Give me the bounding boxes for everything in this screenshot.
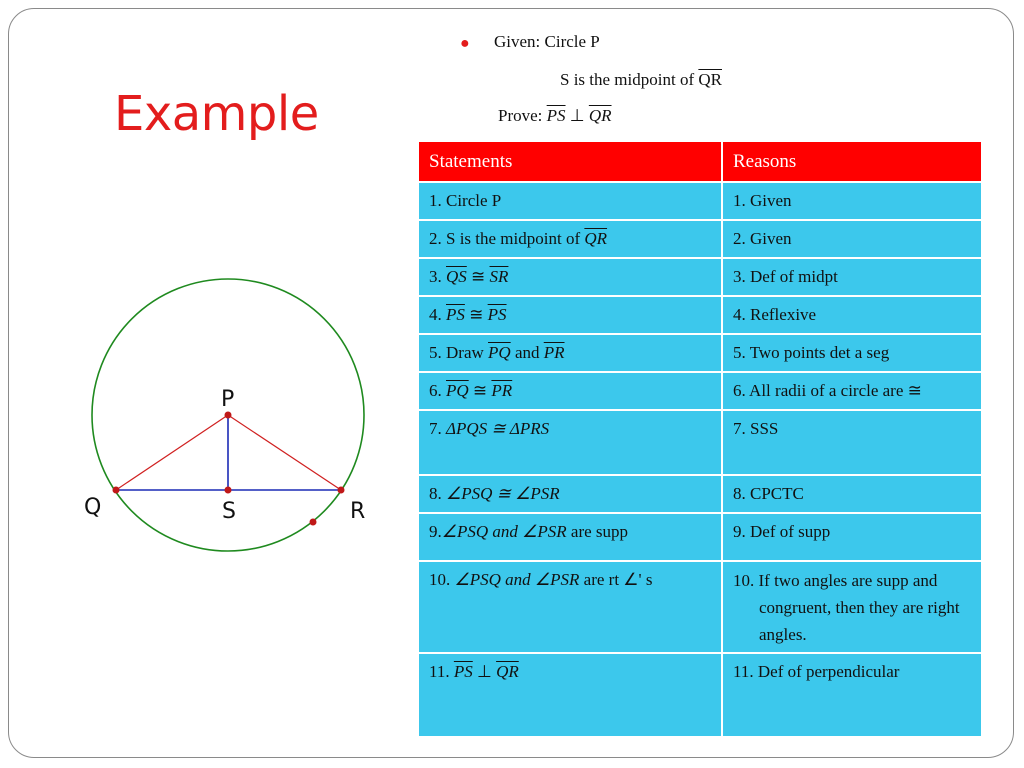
segment-label: $\overline{QR}$ [496,662,519,681]
segment-label: $\overline{QS}$ [446,267,467,286]
table-row [418,334,982,372]
bullet-icon: ● [460,35,470,52]
prove-line [498,106,612,126]
segment-label: $\overline{PR}$ [543,343,565,362]
statement-text: 10. [429,570,455,589]
statement-text: 3. [429,267,446,286]
table-row [418,258,982,296]
segment-pr [228,415,341,490]
label-p: P [221,387,235,412]
reason-cell: 8. CPCTC [722,475,982,513]
statement-cell [418,475,722,513]
segment-label: $\overline{PS}$ [446,305,465,324]
reason-cell: 4. Reflexive [722,296,982,334]
table-row [418,475,982,513]
segment-ps: $\overline{PS}$ [546,106,566,125]
statement-text: 1. Circle P [429,191,502,210]
statement-text: 11. [429,662,454,681]
reason-cell: 2. Given [722,220,982,258]
statement-cell [418,182,722,220]
table-row [418,372,982,410]
prove-label: Prove: [498,106,547,125]
segment-label: $\overline{PQ}$ [488,343,511,362]
math-expression: ∠PSQ ≅ ∠PSR [446,484,560,503]
segment-qr: $\overline{QR}$ [698,70,722,89]
statement-suffix: are supp [566,522,629,541]
header-reasons: Reasons [722,141,982,182]
segment-label: $\overline{PQ}$ [446,381,469,400]
point-s [225,487,232,494]
table-row [418,220,982,258]
math-expression: ΔPQS ≅ ΔPRS [446,419,550,438]
geometry-figure [60,260,380,560]
slide-title: Example [114,86,319,142]
label-q: Q [84,495,102,520]
statement-suffix: are rt ∠' s [579,570,653,589]
segment-qr: $\overline{QR}$ [588,106,612,125]
table-row [418,653,982,737]
statement-cell [418,220,722,258]
reason-cell: 6. All radii of a circle are ≅ [722,372,982,410]
statement-text: 5. Draw [429,343,489,362]
segment-label: $\overline{PR}$ [491,381,513,400]
segment-pq [116,415,228,490]
midpoint-line [560,70,722,90]
table-header-row [418,141,982,182]
statement-cell [418,296,722,334]
reason-cell: 7. SSS [722,410,982,475]
statement-cell [418,653,722,737]
statement-text: 7. [429,419,446,438]
math-expression: ∠PSQ and ∠PSR [454,570,580,589]
given-line [460,32,600,52]
reason-cell [722,561,982,653]
segment-label: $\overline{PS}$ [487,305,507,324]
point-p [225,412,232,419]
statement-cell [418,513,722,561]
reason-cell: 3. Def of midpt [722,258,982,296]
proof-table [417,140,983,738]
statement-text: 8. [429,484,446,503]
table-row [418,513,982,561]
reason-cell: 11. Def of perpendicular [722,653,982,737]
reason-text: 10. If two angles are supp and congruent, then they are right angles. [733,571,960,644]
statement-cell [418,561,722,653]
reason-cell: 9. Def of supp [722,513,982,561]
statement-text: 4. [429,305,446,324]
relation-symbol: ≅ [468,381,492,400]
label-s: S [222,499,236,524]
relation-symbol: ≅ [464,305,488,324]
label-r: R [350,499,366,524]
statement-cell [418,258,722,296]
midpoint-text: S is the midpoint of [560,70,699,89]
point-extra [310,519,317,526]
statement-text: 2. S is the midpoint of [429,229,585,248]
point-q [113,487,120,494]
table-row [418,410,982,475]
statement-cell [418,372,722,410]
math-expression: ∠PSQ and ∠PSR [441,522,567,541]
relation-symbol: ≅ [466,267,490,286]
reason-cell: 1. Given [722,182,982,220]
perp-symbol: ⊥ [565,106,589,125]
relation-word: and [510,343,544,362]
statement-text: 6. [429,381,446,400]
statement-text: 9. [429,522,442,541]
given-text: Given: Circle P [494,32,600,51]
reason-cell: 5. Two points det a seg [722,334,982,372]
relation-symbol: ⊥ [472,662,497,681]
table-row [418,561,982,653]
segment-label: $\overline{QR}$ [584,229,608,248]
table-row [418,182,982,220]
statement-cell [418,410,722,475]
statement-cell [418,334,722,372]
segment-label: $\overline{PS}$ [453,662,473,681]
point-r [338,487,345,494]
segment-label: $\overline{SR}$ [489,267,509,286]
table-row [418,296,982,334]
header-statements: Statements [418,141,722,182]
